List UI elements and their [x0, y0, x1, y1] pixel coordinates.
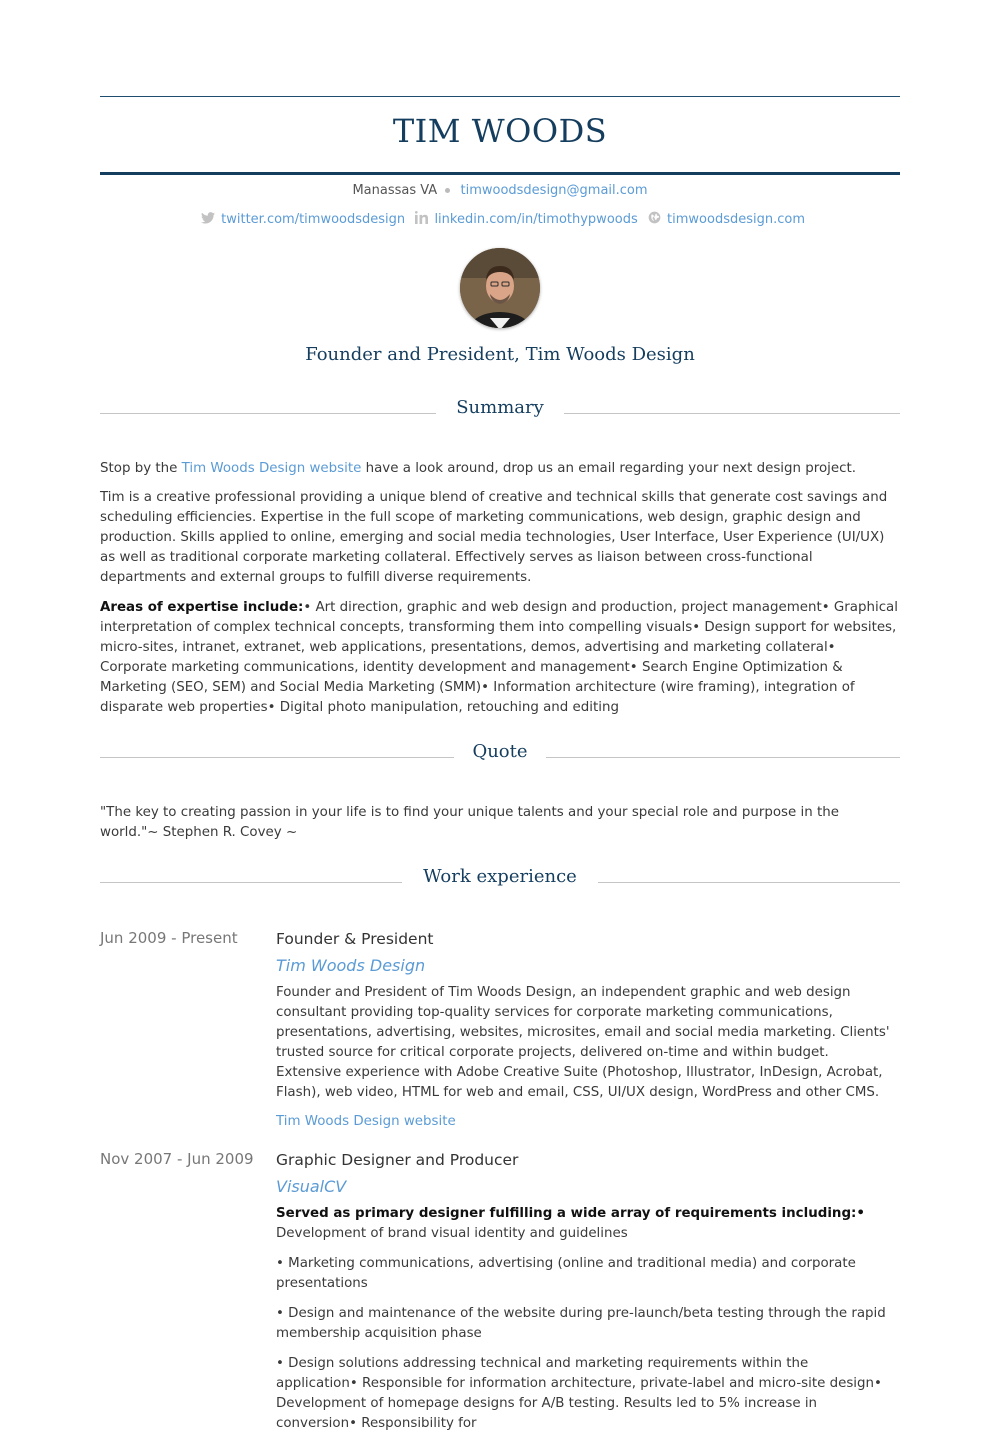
section-title: Summary — [456, 397, 544, 418]
job-title: Founder & President — [276, 930, 434, 948]
summary-website-link[interactable]: Tim Woods Design website — [181, 461, 362, 476]
job-bullet: • Design and maintenance of the website during pre-launch/beta testing through the rapid membership acquisition phase — [276, 1306, 886, 1341]
divider-line — [564, 413, 900, 414]
header-bottom-rule — [100, 172, 900, 175]
job-dates: Nov 2007 - Jun 2009 — [100, 1150, 254, 1168]
summary-section-header — [100, 397, 900, 427]
job-dates: Jun 2009 - Present — [100, 929, 238, 947]
summary-paragraph-expertise — [100, 598, 900, 718]
text: have a look around, drop us an email regarding your next design project. — [361, 461, 857, 476]
job-bullet: • Design solutions addressing technical and marketing requirements within the application• Responsible for information architecture, private-label and micro-site design• Development of homepage designs for A/B testing. Results led to 5% increase in conversion• Responsibility for — [276, 1356, 882, 1431]
job-entry — [276, 1149, 890, 1434]
work-section-header — [100, 866, 900, 896]
header-top-rule — [100, 96, 900, 97]
contact-line-primary — [100, 183, 900, 198]
divider-line — [598, 882, 900, 883]
job-lead-bullet: • — [856, 1206, 865, 1221]
job-company-link[interactable]: Tim Woods Design — [276, 956, 426, 975]
divider-line — [546, 757, 900, 758]
candidate-name: TIM WOODS — [392, 112, 608, 150]
section-title: Quote — [472, 741, 528, 762]
section-title: Work experience — [423, 866, 577, 887]
headline: Founder and President, Tim Woods Design — [305, 344, 695, 365]
job-lead-bold: Served as primary designer fulfilling a wide array of requirements including: — [276, 1206, 857, 1221]
location: Manassas VA — [352, 183, 438, 198]
job-lead-line: Development of brand visual identity and guidelines — [276, 1226, 628, 1241]
job-entry — [276, 928, 890, 1132]
quote-section-header — [100, 741, 900, 771]
linkedin-icon — [415, 211, 428, 228]
twitter-link[interactable]: twitter.com/timwoodsdesign — [221, 212, 406, 227]
expertise-text: • Art direction, graphic and web design and production, project management• Graphical interpretation of complex technical concepts, transforming them into compelling visuals• Design support for websites, micro-sites, intranet, extranet, web applications, presentations, demos, advertising and marketing collateral• Corporate marketing communications, identity development and management• Search Engine Optimization & Marketing (SEO, SEM) and Social Media Marketing (SMM)• Information architecture (wire framing), integration of disparate web properties• Digital photo manipulation, retouching and editing — [100, 600, 898, 715]
job-bullet: • Marketing communications, advertising (online and traditional media) and corporate presentations — [276, 1256, 856, 1291]
text: Stop by the — [100, 461, 182, 476]
twitter-icon — [201, 212, 215, 228]
avatar — [460, 248, 540, 328]
expertise-label: Areas of expertise include: — [100, 600, 304, 615]
summary-paragraph-intro — [100, 459, 900, 479]
quote-text: "The key to creating passion in your life is to find your unique talents and your special role and purpose in the world."~ Stephen R. Covey ~ — [100, 805, 839, 840]
linkedin-link[interactable]: linkedin.com/in/timothypwoods — [434, 212, 638, 227]
globe-icon — [648, 211, 661, 228]
job-description — [276, 1204, 890, 1434]
job-company-link[interactable]: VisualCV — [276, 1177, 347, 1196]
job-lead — [276, 1204, 890, 1224]
summary-paragraph-bio: Tim is a creative professional providing a unique blend of creative and technical skills that generate cost savings and scheduling efficiencies. Expertise in the full scope of marketing communications, web design, graphic design and production. Skills applied to online, emerging and social media technologies, User Interface, User Experience (UI/UX) as well as traditional corporate marketing collateral. Effectively serves as liaison between cross-functional departments and external groups to fulfill diverse requirements. — [100, 490, 888, 585]
job-title: Graphic Designer and Producer — [276, 1151, 519, 1169]
website-link[interactable]: timwoodsdesign.com — [667, 212, 805, 227]
job-website-link[interactable]: Tim Woods Design website — [276, 1114, 456, 1129]
job-description: Founder and President of Tim Woods Design, an independent graphic and web design consultant providing top-quality services for corporate marketing communications, presentations, advertising, websites, microsites, email and social media marketing. Clients' trusted source for critical corporate projects, delivered on-time and within budget. Extensive experience with Adobe Creative Suite (Photoshop, Illustrator, InDesign, Acrobat, Flash), web video, HTML for web and email, CSS, UI/UX design, WordPress and other CMS. — [276, 985, 890, 1100]
email-link[interactable]: timwoodsdesign@gmail.com — [460, 183, 648, 198]
separator-dot-icon — [445, 188, 450, 193]
contact-line-social — [100, 211, 900, 228]
